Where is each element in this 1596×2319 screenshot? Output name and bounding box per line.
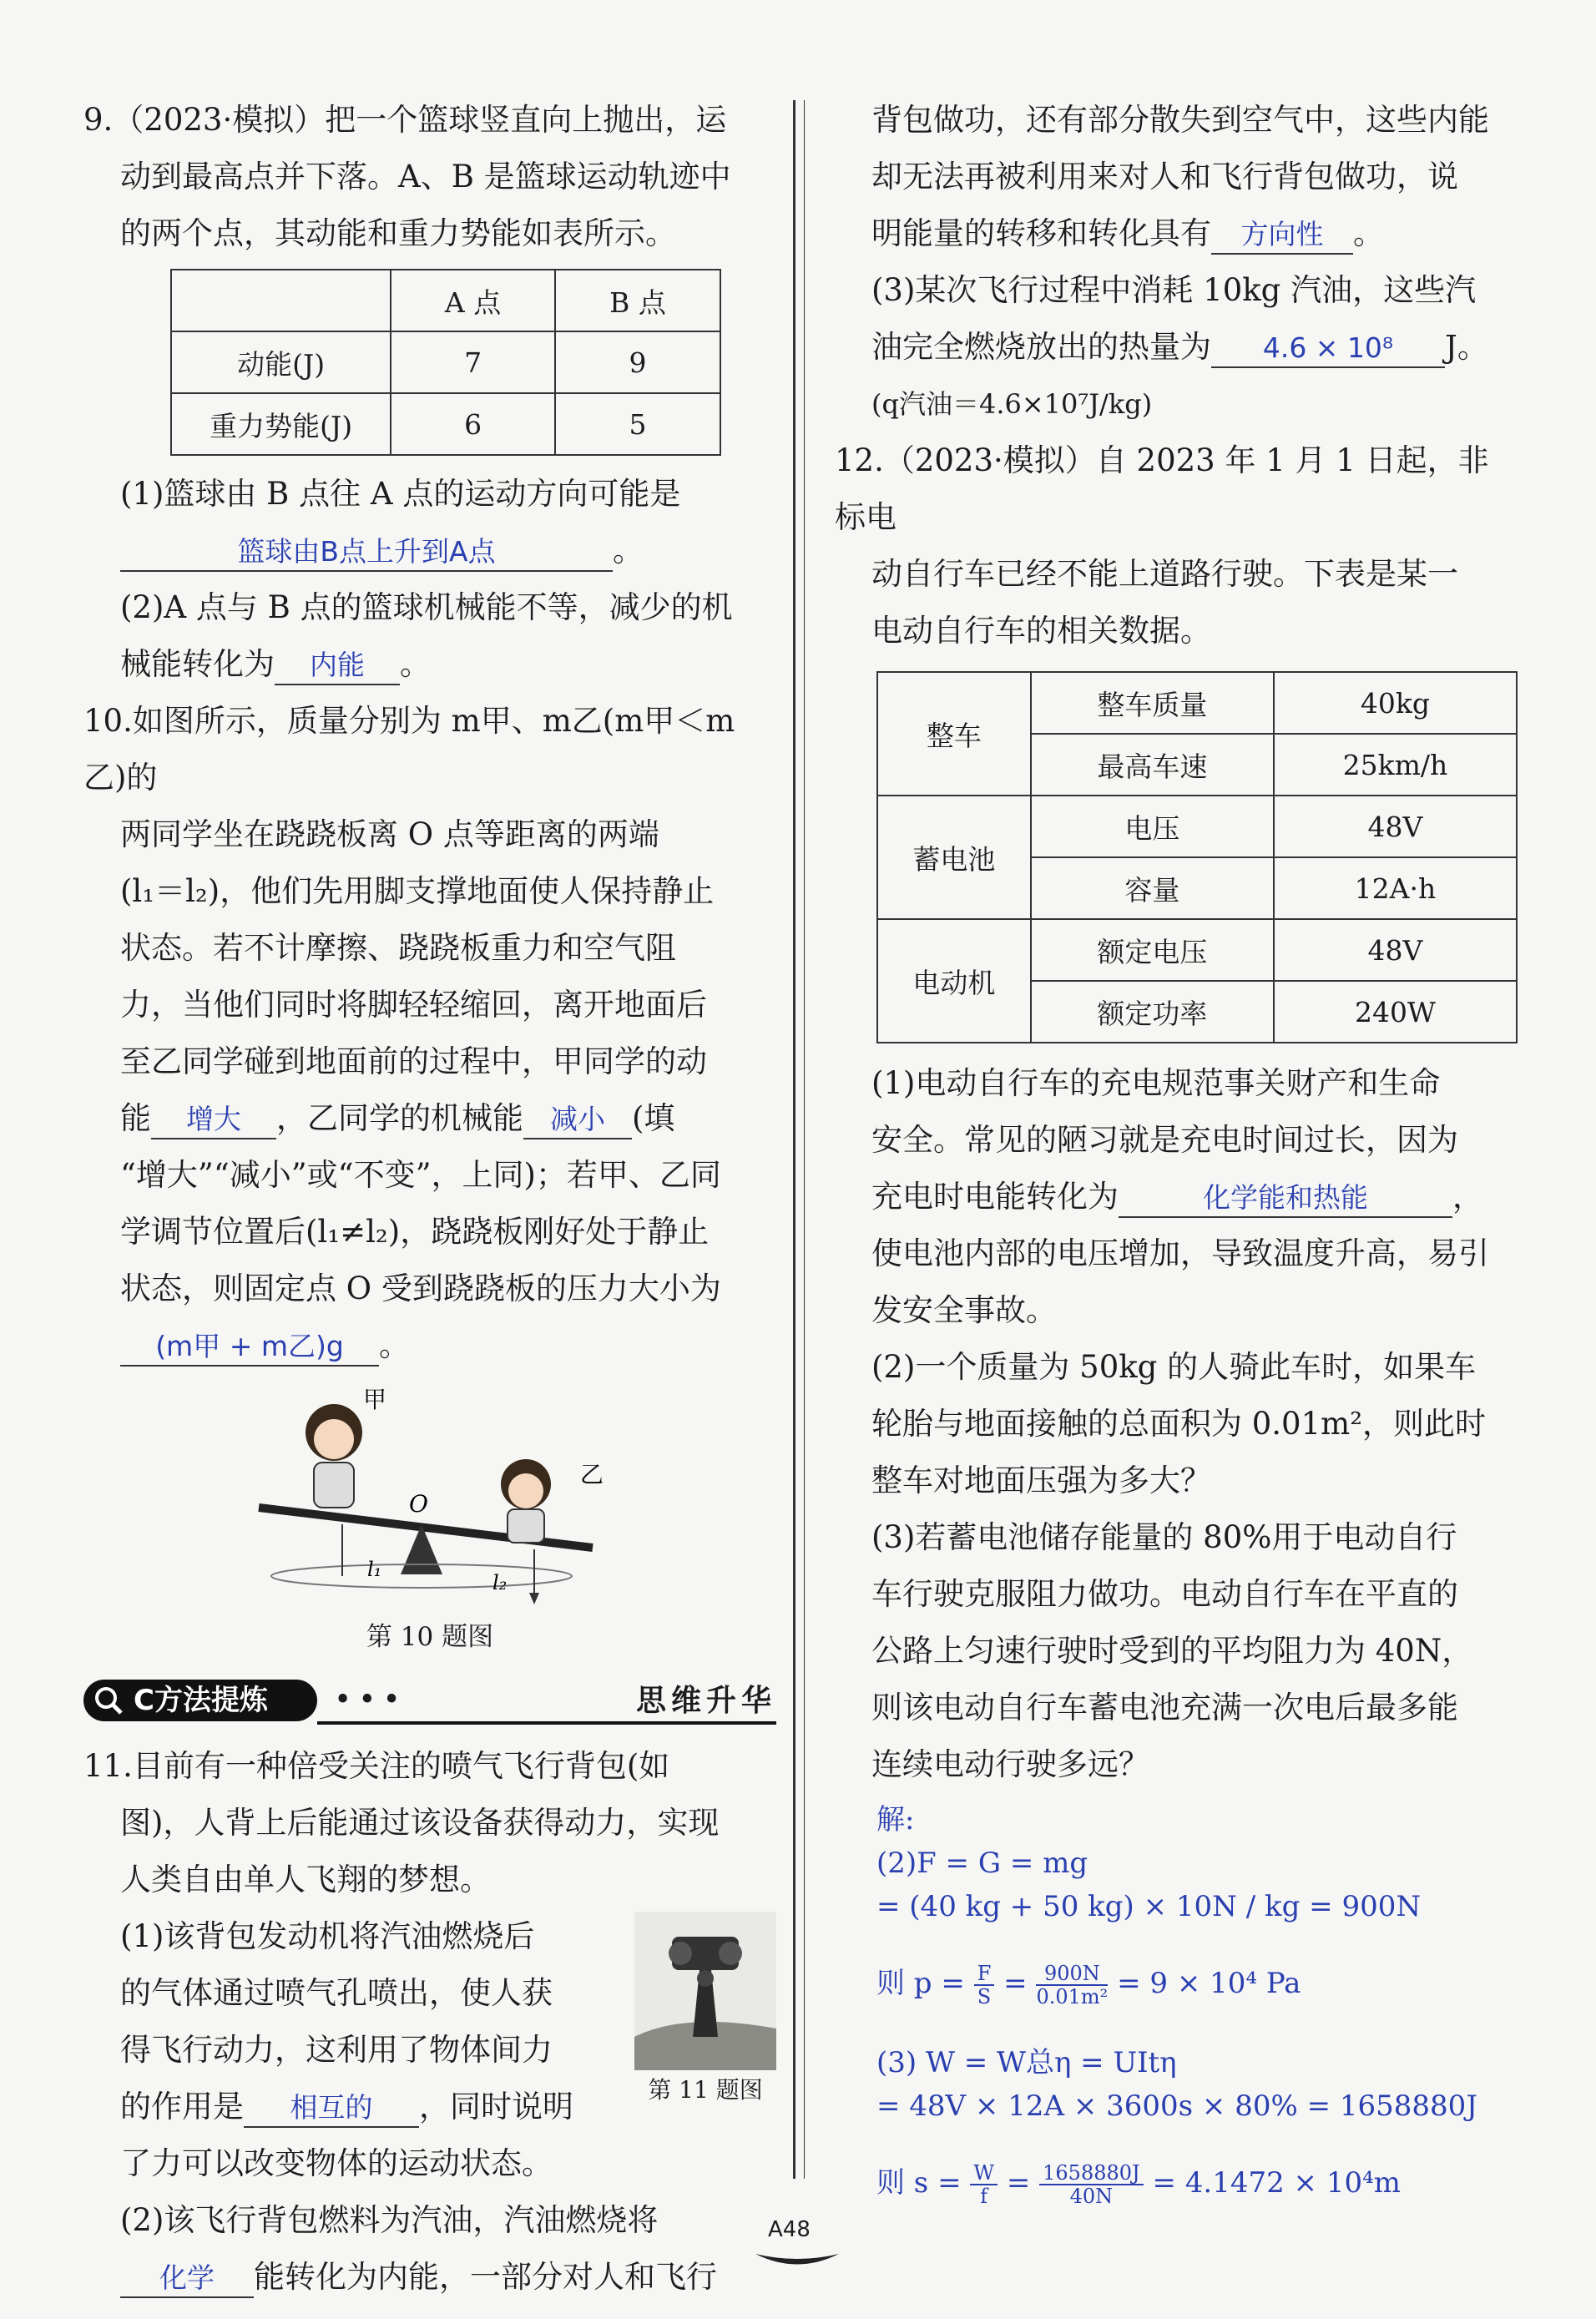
right-column	[835, 92, 1519, 2207]
question-12	[835, 432, 1519, 2207]
table-cell: 额定功率	[1031, 981, 1274, 1043]
table-cell	[171, 270, 391, 331]
q9-line: 9.（2023·模拟）把一个篮球竖直向上抛出，运	[83, 102, 727, 138]
punct: 。	[379, 1327, 410, 1363]
table-cell: 容量	[1031, 857, 1274, 919]
solution-line: = 48V × 12A × 3600s × 80% = 1658880J	[876, 2089, 1477, 2123]
q10-line: 至乙同学碰到地面前的过程中，甲同学的动	[120, 1043, 707, 1079]
numerator: F	[974, 1963, 995, 1986]
text: = 9 × 10⁴ Pa	[1108, 1967, 1301, 2000]
table-cell: 48V	[1274, 919, 1517, 981]
q12-part2-line: (2)一个质量为 50kg 的人骑此车时，如果车	[871, 1349, 1477, 1385]
page-ornament-icon	[751, 2246, 843, 2271]
banner-title-text: C方法提炼	[134, 1684, 268, 1717]
figure-11-caption: 第 11 题图	[648, 2076, 763, 2104]
q12-part1-line: 使电池内部的电压增加，导致温度升高，易引	[871, 1235, 1489, 1271]
q10-line: “增大”“减小”或“不变”，上同)；若甲、乙同	[120, 1157, 721, 1193]
q12-part2-line: 整车对地面压强为多大？	[871, 1463, 1211, 1498]
answer-blank: 减小	[523, 1101, 632, 1139]
banner-subtitle: 思维升华	[635, 1683, 776, 1718]
q11-part1-line: 的气体通过喷气孔喷出，使人获	[120, 1975, 553, 2011]
label-jia: 甲	[363, 1386, 387, 1413]
denominator: S	[977, 1985, 992, 2008]
q10-line	[83, 1090, 776, 1147]
table-row	[877, 672, 1517, 734]
q11-part3-line	[835, 319, 1519, 376]
banner-title	[83, 1680, 317, 1721]
seesaw-illustration	[242, 1382, 626, 1616]
table-group-cell: 电动机	[877, 919, 1031, 1043]
section-banner	[83, 1675, 776, 1728]
table-cell: 额定电压	[1031, 919, 1274, 981]
table-cell: 整车质量	[1031, 672, 1274, 734]
table-row	[171, 331, 720, 393]
q9-part2-line	[83, 636, 776, 693]
seesaw-figure	[242, 1382, 626, 1616]
column-divider	[793, 100, 805, 2179]
label-l2: l₂	[492, 1571, 508, 1594]
q12-part3-line: 车行驶克服阻力做功。电动自行车在平直的	[871, 1576, 1458, 1612]
answer-blank: 化学	[120, 2260, 254, 2298]
table-cell: 6	[391, 393, 555, 455]
q11-note: (q汽油＝4.6×10⁷J/kg)	[871, 388, 1153, 420]
table-cell: A 点	[391, 270, 555, 331]
q11-part1-line: 了力可以改变物体的运动状态。	[120, 2145, 553, 2181]
label-l1: l₁	[367, 1558, 382, 1581]
table-cell: 240W	[1274, 981, 1517, 1043]
q10-line: 力，当他们同时将脚轻轻缩回，离开地面后	[120, 987, 707, 1023]
girl-jia-face	[314, 1419, 354, 1459]
solution-line: 解:	[876, 1803, 915, 1837]
q10-line	[83, 1317, 776, 1374]
q11-line: 图)，人背上后能通过该设备获得动力，实现	[120, 1805, 720, 1841]
jetpack-figure	[634, 1912, 776, 2104]
jetpack-photo	[634, 1912, 776, 2070]
fraction	[974, 1963, 995, 2008]
answer-blank: 相互的	[244, 2089, 419, 2128]
q10-line: 10.如图所示，质量分别为 m甲、m乙(m甲＜m乙)的	[83, 703, 735, 796]
banner-dots: •••	[334, 1683, 407, 1717]
table-cell: 最高车速	[1031, 734, 1274, 796]
text: ，乙同学的机械能	[276, 1100, 523, 1136]
text: =	[994, 1967, 1037, 2000]
q11-line: 11.目前有一种倍受关注的喷气飞行背包(如	[83, 1748, 670, 1784]
table-cell: 5	[555, 393, 720, 455]
solution-line: (2)F = G = mg	[876, 1847, 1088, 1880]
denominator: 0.01m²	[1036, 1985, 1109, 2008]
table-row	[171, 270, 720, 331]
text: 充电时电能转化为	[871, 1179, 1119, 1215]
q9-part1-answer-line	[83, 523, 776, 579]
girl-yi-body	[508, 1509, 544, 1543]
label-yi: 乙	[580, 1461, 604, 1488]
table-cell: 12A·h	[1274, 857, 1517, 919]
q11-part2-line: (2)该飞行背包燃料为汽油，汽油燃烧将	[120, 2202, 659, 2238]
numerator: 900N	[1036, 1963, 1108, 1986]
q9-part1: (1)篮球由 B 点往 A 点的运动方向可能是	[120, 476, 681, 512]
table-row	[877, 796, 1517, 857]
text: 明能量的转移和转化具有	[871, 215, 1211, 251]
table-cell: 7	[391, 331, 555, 393]
answer-blank: 内能	[275, 647, 400, 685]
arrowhead	[529, 1593, 539, 1604]
text: 则 p =	[876, 1967, 974, 2000]
table-group-cell: 蓄电池	[877, 796, 1031, 919]
table-group-cell: 整车	[877, 672, 1031, 796]
table-cell: 重力势能(J)	[171, 393, 391, 455]
q11-line: 却无法再被利用来对人和飞行背包做功，说	[871, 159, 1458, 195]
table-cell: B 点	[555, 270, 720, 331]
handwritten-solution	[835, 1798, 1519, 2207]
table-cell: 9	[555, 331, 720, 393]
q10-line: 两同学坐在跷跷板离 O 点等距离的两端	[120, 816, 659, 852]
q11-line: 背包做功，还有部分散失到空气中，这些内能	[871, 102, 1489, 138]
q12-part3-line: 公路上匀速行驶时受到的平均阻力为 40N，	[871, 1633, 1473, 1669]
text: 则 s =	[876, 2166, 971, 2200]
q11-part1-line: 得飞行动力，这利用了物体间力	[120, 2032, 553, 2068]
answer-blank: 增大	[151, 1101, 276, 1139]
table-row	[877, 919, 1517, 981]
text: = 4.1472 × 10⁴m	[1143, 2166, 1401, 2200]
q12-line: 电动自行车的相关数据。	[871, 613, 1211, 649]
punct: 。	[1353, 215, 1384, 251]
numerator: W	[970, 2162, 998, 2185]
denominator: 40N	[1069, 2185, 1114, 2208]
answer-blank: 篮球由B点上升到A点	[120, 533, 613, 572]
ebike-spec-table	[876, 671, 1518, 1043]
q9-line: 动到最高点并下落。A、B 是篮球运动轨迹中	[120, 159, 731, 195]
banner-rule	[317, 1721, 776, 1725]
q10-line: 状态，则固定点 O 受到跷跷板的压力大小为	[120, 1271, 721, 1306]
numerator: 1658880J	[1039, 2162, 1144, 2185]
question-11	[83, 1738, 776, 2306]
text: ，同时说明	[419, 2089, 573, 2124]
table-cell: 电压	[1031, 796, 1274, 857]
question-10	[83, 693, 776, 1658]
question-11-continued	[835, 92, 1519, 432]
text: 的作用是	[120, 2089, 244, 2124]
solution-line	[835, 2161, 1519, 2207]
fraction	[1039, 2162, 1144, 2207]
figure-10-caption: 第 10 题图	[366, 1622, 494, 1652]
q12-part3-line: 则该电动自行车蓄电池充满一次电后最多能	[871, 1690, 1458, 1725]
q12-part2-line: 轮胎与地面接触的总面积为 0.01m²，则此时	[871, 1406, 1487, 1442]
q12-part3-line: (3)若蓄电池储存能量的 80%用于电动自行	[871, 1519, 1457, 1555]
q12-line: 12.（2023·模拟）自 2023 年 1 月 1 日起，非标电	[835, 442, 1489, 535]
table-cell: 动能(J)	[171, 331, 391, 393]
table-row	[171, 393, 720, 455]
q12-part1-line: 发安全事故。	[871, 1292, 1057, 1328]
girl-jia-body	[314, 1463, 354, 1508]
answer-blank: 方向性	[1211, 216, 1353, 255]
q10-line: 学调节位置后(l₁≠l₂)，跷跷板刚好处于静止	[120, 1214, 710, 1250]
q12-part1-line: 安全。常见的陋习就是充电时间过长，因为	[871, 1122, 1458, 1158]
q11-part1-block	[83, 1908, 776, 2192]
q9-part2: (2)A 点与 B 点的篮球机械能不等，减少的机	[120, 589, 733, 625]
fraction	[1036, 1963, 1108, 2008]
answer-blank: 化学能和热能	[1119, 1180, 1452, 1218]
page-number: A48	[768, 2217, 811, 2242]
denominator: f	[980, 2185, 988, 2208]
solution-line: = (40 kg + 50 kg) × 10N / kg = 900N	[876, 1890, 1422, 1923]
table-cell: 40kg	[1274, 672, 1517, 734]
magnifier-icon	[92, 1684, 125, 1717]
text: 能转化为内能，一部分对人和飞行	[254, 2259, 717, 2295]
text: 油完全燃烧放出的热量为	[871, 329, 1211, 365]
question-9	[83, 92, 776, 693]
q12-part1-line: (1)电动自行车的充电规范事关财产和生命	[871, 1065, 1441, 1101]
q11-line	[835, 205, 1519, 262]
q11-part3-line: (3)某次飞行过程中消耗 10kg 汽油，这些汽	[871, 272, 1477, 308]
q9-energy-table	[170, 269, 721, 456]
left-column	[83, 92, 776, 2306]
label-o: O	[409, 1490, 428, 1518]
text: (填	[632, 1100, 675, 1136]
solution-line: (3) W = W总η = UItη	[876, 2046, 1177, 2079]
table-cell: 25km/h	[1274, 734, 1517, 796]
q11-line: 人类自由单人飞翔的梦想。	[120, 1862, 491, 1897]
punct: 。	[400, 646, 431, 682]
text: J。	[1445, 329, 1488, 365]
answer-blank: (m甲 + m乙)g	[120, 1328, 379, 1367]
solution-line	[835, 1962, 1519, 2008]
punct: 。	[613, 533, 644, 568]
q9-line: 的两个点，其动能和重力势能如表所示。	[120, 215, 676, 251]
q12-part3-line: 连续电动行驶多远？	[871, 1746, 1149, 1782]
fraction	[970, 2162, 998, 2207]
q11-part2-line	[83, 2249, 776, 2306]
q10-line: (l₁＝l₂)，他们先用脚支撑地面使人保持静止	[120, 873, 715, 909]
text: 能	[120, 1100, 151, 1136]
table-cell: 48V	[1274, 796, 1517, 857]
text: =	[998, 2166, 1040, 2200]
q10-line: 状态。若不计摩擦、跷跷板重力和空气阻	[120, 930, 676, 966]
punct: ，	[1452, 1179, 1483, 1215]
q12-part1-line	[835, 1169, 1519, 1225]
answer-blank: 4.6 × 10⁸	[1211, 330, 1445, 368]
q11-part1-line: (1)该背包发动机将汽油燃烧后	[120, 1918, 535, 1954]
girl-yi-face	[508, 1473, 543, 1508]
text: 械能转化为	[120, 646, 275, 682]
q12-line: 动自行车已经不能上道路行驶。下表是某一	[871, 556, 1458, 592]
